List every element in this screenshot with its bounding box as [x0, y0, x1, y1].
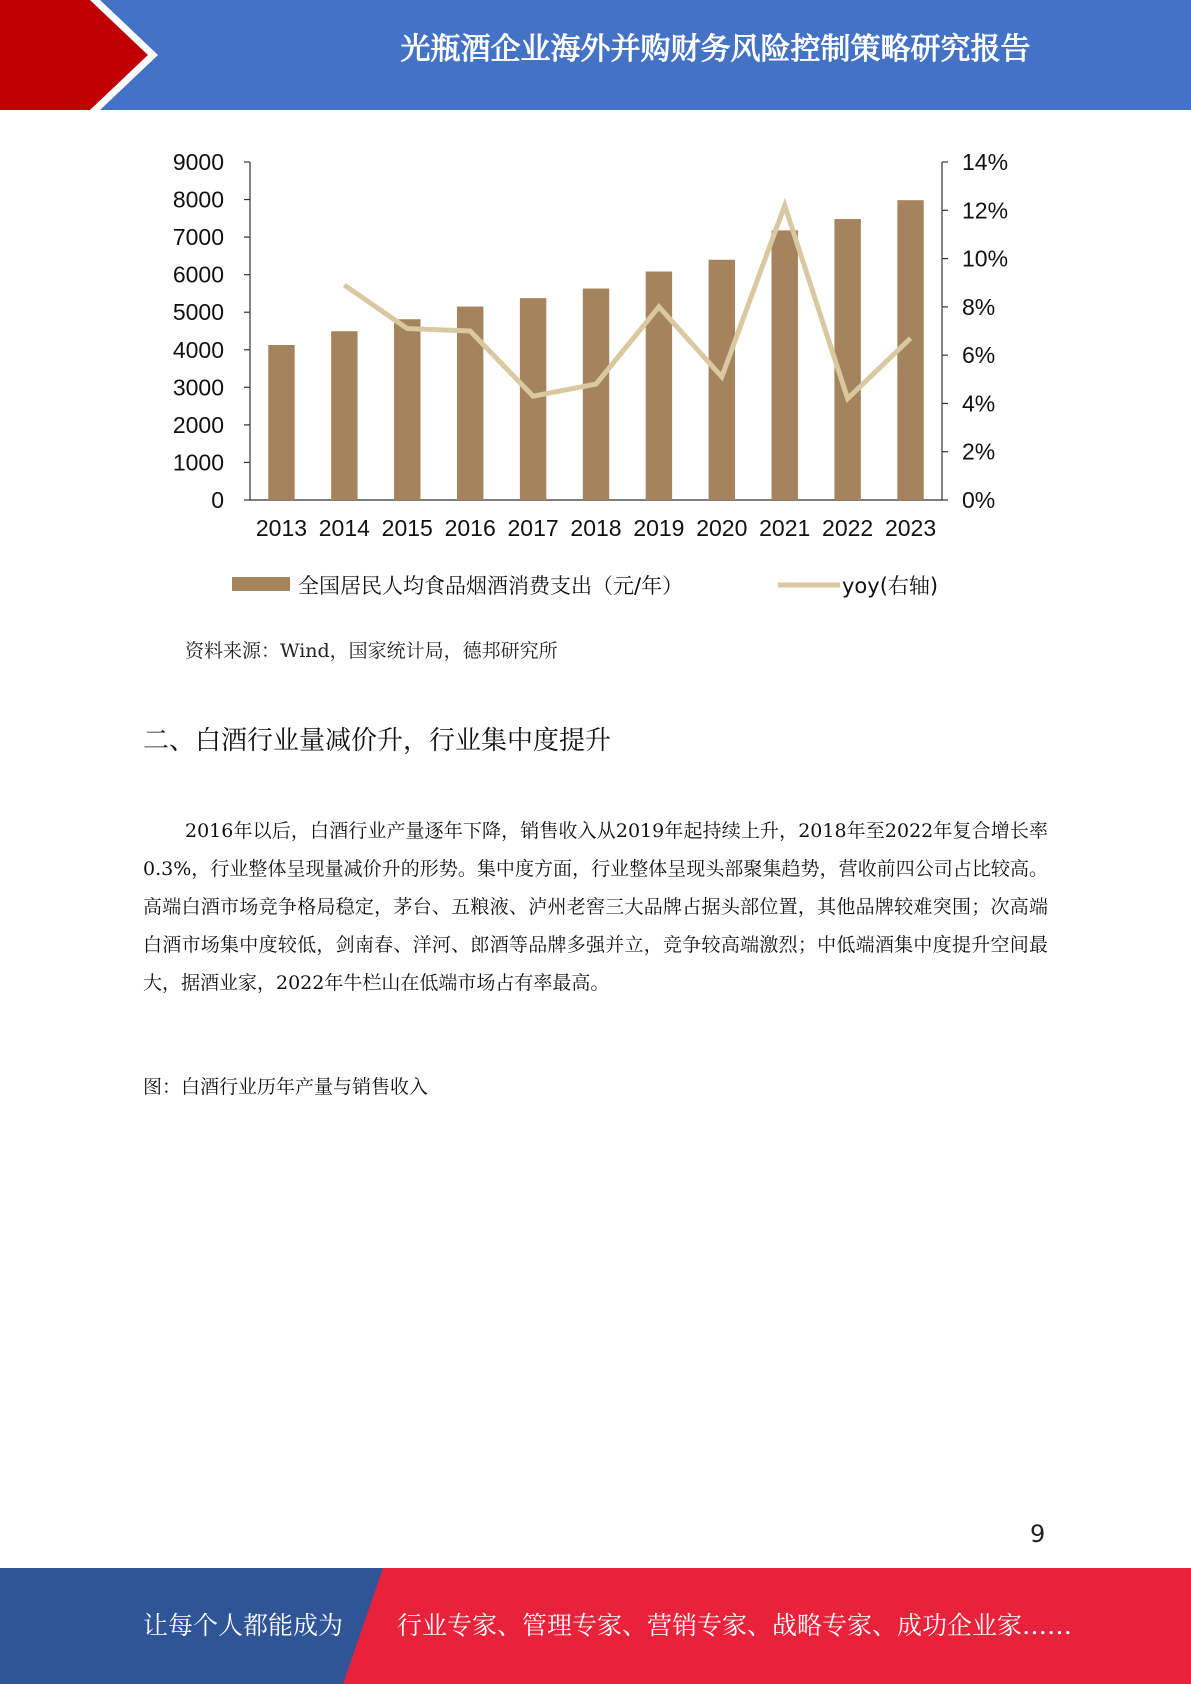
bar: [394, 319, 420, 500]
page-header: [0, 0, 1191, 110]
y-left-tick-label: 4000: [172, 336, 224, 363]
y-left-tick-label: 0: [211, 487, 224, 513]
page-number: 9: [1030, 1520, 1046, 1548]
x-tick-label: 2016: [444, 515, 496, 541]
x-tick-label: 2014: [318, 515, 370, 541]
page-footer: [0, 1568, 1191, 1684]
footer-slogan-right: 行业专家、管理专家、营销专家、战略专家、成功企业家……: [397, 1611, 1073, 1640]
y-left-tick-label: 6000: [172, 261, 224, 288]
bar: [457, 307, 483, 500]
bar: [520, 298, 546, 500]
footer-slogan-left: 让每个人都能成为: [143, 1611, 344, 1640]
x-tick-label: 2019: [633, 515, 685, 541]
x-tick-label: 2023: [884, 515, 937, 541]
yoy-line: [344, 205, 910, 398]
legend-line-label: yoy(右轴): [842, 574, 939, 598]
y-right-tick-label: 14%: [962, 149, 1009, 175]
legend-bar-swatch: [232, 577, 290, 591]
y-right-tick-label: 12%: [962, 197, 1009, 224]
bar: [772, 230, 798, 500]
y-left-tick-label: 3000: [172, 374, 224, 401]
chart-source: 资料来源：Wind，国家统计局，德邦研究所: [185, 640, 558, 662]
y-right-tick-label: 4%: [962, 390, 996, 417]
x-tick-label: 2017: [507, 515, 559, 541]
y-right-tick-label: 8%: [962, 293, 996, 320]
consumption-chart: [150, 140, 1050, 610]
report-title: 光瓶酒企业海外并购财务风险控制策略研究报告: [400, 32, 1031, 67]
y-left-tick-label: 8000: [172, 186, 224, 213]
y-right-tick-label: 6%: [962, 342, 996, 369]
y-left-tick-label: 9000: [172, 149, 224, 175]
header-red-arrow: [0, 0, 148, 110]
bar: [583, 289, 609, 500]
section-heading: 二、白酒行业量减价升，行业集中度提升: [143, 726, 612, 756]
bar: [268, 345, 294, 500]
y-left-tick-label: 2000: [172, 411, 224, 438]
legend-bar-label: 全国居民人均食品烟酒消费支出（元/年）: [298, 574, 684, 598]
y-right-tick-label: 2%: [962, 438, 996, 465]
chart-svg: [150, 140, 1050, 610]
x-tick-label: 2022: [822, 515, 874, 541]
x-tick-label: 2018: [570, 515, 622, 541]
x-tick-label: 2021: [759, 515, 811, 541]
x-tick-label: 2020: [696, 515, 748, 541]
bar: [834, 219, 860, 500]
bar: [331, 331, 357, 500]
y-left-tick-label: 7000: [172, 224, 224, 251]
y-left-tick-label: 5000: [172, 299, 224, 326]
y-right-tick-label: 10%: [962, 245, 1009, 272]
figure-caption: 图：白酒行业历年产量与销售收入: [143, 1076, 429, 1098]
body-paragraph: 2016年以后，白酒行业产量逐年下降，销售收入从2019年起持续上升，2018年至2022年复合增长率0.3%，行业整体呈现量减价升的形势。集中度方面，行业整体呈现头部聚集趋势，营收前四公司占比较高。高端白酒市场竞争格局稳定，茅台、五粮液、泸州老窖三大品牌占据头部位置，其他品牌较难突围；次高端白酒市场集中度较低，剑南春、洋河、郎酒等品牌多强并立，竞争较高端激烈；中低端酒集中度提升空间最大，据酒业家，2022年牛栏山在低端市场占有率最高。: [143, 820, 1048, 994]
y-left-tick-label: 1000: [172, 449, 224, 476]
x-tick-label: 2013: [255, 515, 308, 541]
y-right-tick-label: 0%: [962, 487, 996, 513]
x-tick-label: 2015: [381, 515, 433, 541]
